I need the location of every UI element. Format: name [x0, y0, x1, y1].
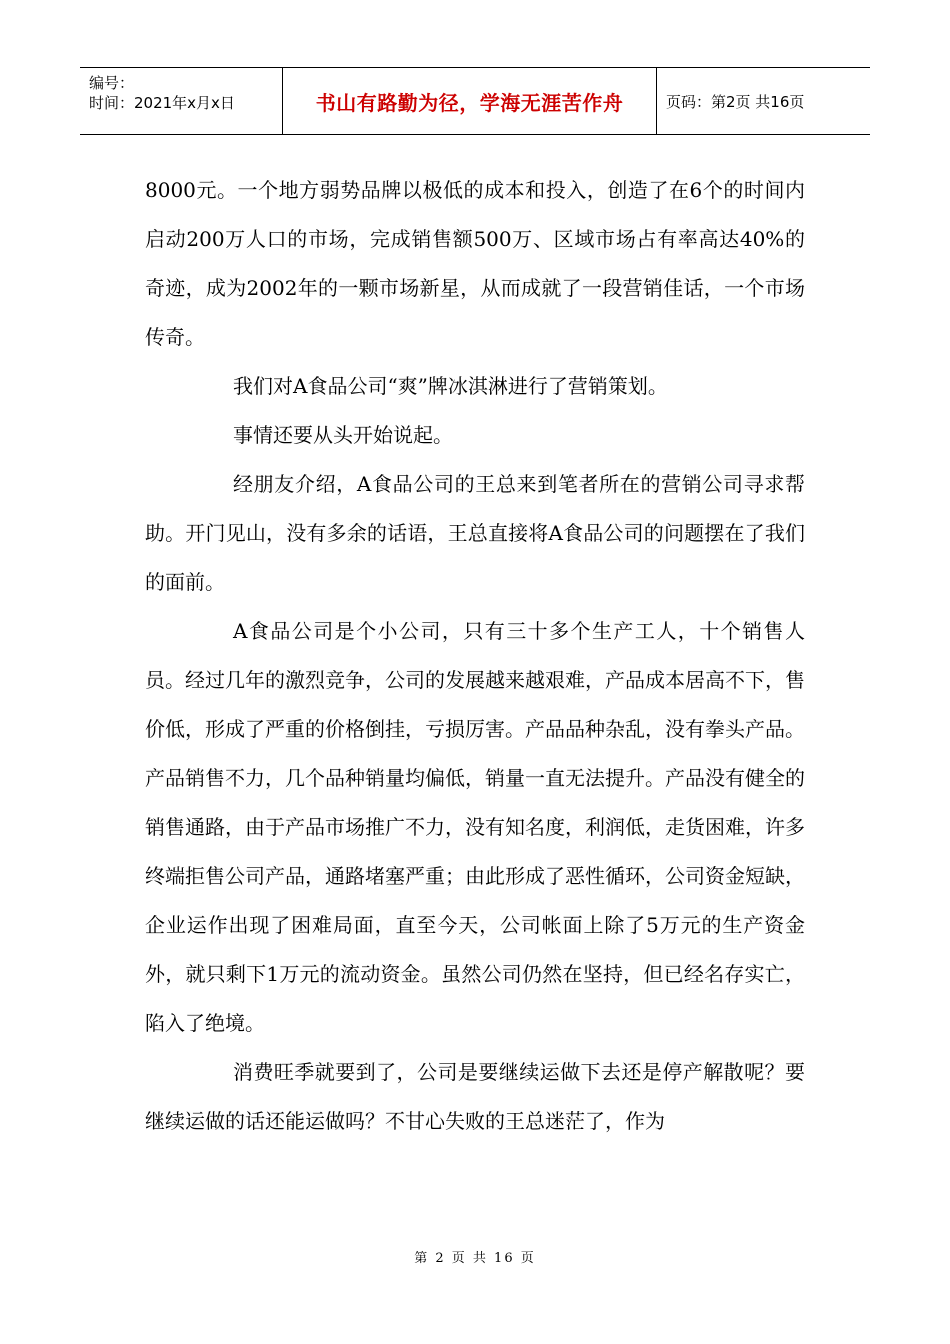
- paragraph: 事情还要从头开始说起。: [233, 423, 453, 447]
- date-label: 时间：2021年x月x日: [89, 94, 235, 112]
- page-footer: 第 2 页 共 16 页: [414, 1251, 536, 1266]
- document-body: [145, 166, 805, 1146]
- header-motto: 书山有路勤为径，学海无涯苦作舟: [315, 90, 624, 115]
- paragraph: A食品公司是个小公司，只有三十多个生产工人，十个销售人员。经过几年的激烈竞争，公司的发展越来越艰难，产品成本居高不下，售价低，形成了严重的价格倒挂，亏损厉害。产品品种杂乱，没有拳头产品。产品销售不力，几个品种销量均偏低，销量一直无法提升。产品没有健全的销售通路，由于产品市场推广不力，没有知名度，利润低，走货困难，许多终端拒售公司产品，通路堵塞严重；由此形成了恶性循环，公司资金短缺，企业运作出现了困难局面，直至今天，公司帐面上除了5万元的生产资金外，就只剩下1万元的流动资金。虽然公司仍然在坚持，但已经名存实亡，陷入了绝境。: [145, 619, 805, 1035]
- header-meta-cell: [80, 68, 283, 134]
- header-page-cell: [657, 68, 870, 134]
- serial-number-label: 编号：: [89, 74, 135, 92]
- paragraph: 8000元。一个地方弱势品牌以极低的成本和投入，创造了在6个的时间内启动200万人口的市场，完成销售额500万、区域市场占有率高达40%的奇迹，成为2002年的一颗市场新星，从而成就了一段营销佳话，一个市场传奇。: [145, 178, 805, 349]
- header-motto-cell: [283, 68, 657, 134]
- header-page-info: 页码：第2页 共16页: [666, 92, 805, 111]
- header-table: [80, 67, 870, 135]
- paragraph: 我们对A食品公司“爽”牌冰淇淋进行了营销策划。: [233, 374, 668, 398]
- paragraph: 消费旺季就要到了，公司是要继续运做下去还是停产解散呢？要继续运做的话还能运做吗？不甘心失败的王总迷茫了，作为: [145, 1060, 805, 1133]
- paragraph: 经朋友介绍，A食品公司的王总来到笔者所在的营销公司寻求帮助。开门见山，没有多余的话语，王总直接将A食品公司的问题摆在了我们的面前。: [145, 472, 805, 594]
